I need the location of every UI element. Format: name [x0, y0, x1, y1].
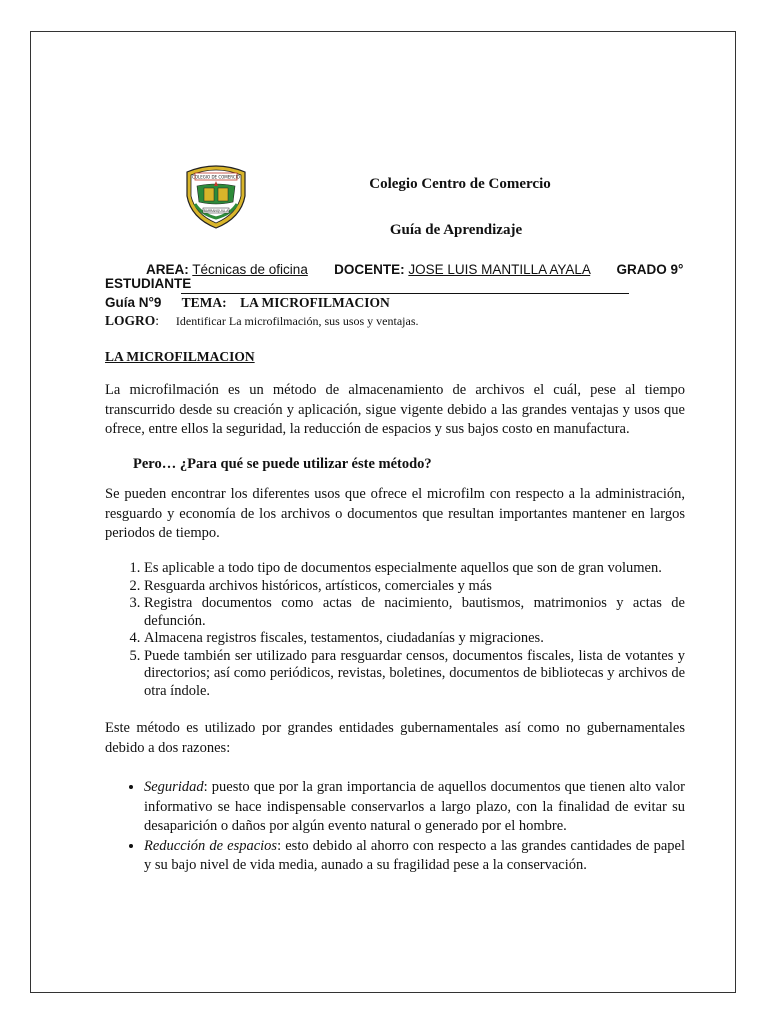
logro-value: Identificar La microfilmación, sus usos y ventajas.	[175, 314, 419, 328]
list-item: 1. Es aplicable a todo tipo de documentos especialmente aquellos que son de gran volumen.	[144, 560, 685, 578]
docente-value: JOSE LUIS MANTILLA AYALA	[408, 262, 591, 277]
student-name-line[interactable]	[181, 293, 629, 294]
reason-text: : puesto que por la gran importancia de aquellos documentos que tienen alto valor informativo se hace indispensable conservarlos a largo plazo, con la finalidad de evitar su desaparición o daños por algún evento natural o generado por el hombre.	[144, 779, 685, 834]
meta-row	[146, 262, 683, 277]
list-item: 3. Registra documentos como actas de nacimiento, bautismos, matrimonios y actas de defunción.	[144, 595, 685, 630]
uses-list	[105, 560, 685, 700]
area-value: Técnicas de oficina	[192, 262, 308, 277]
area-label: AREA:	[146, 262, 189, 277]
list-item: 4. Almacena registros fiscales, testamentos, ciudadanías y migraciones.	[144, 630, 685, 648]
list-item	[144, 778, 685, 837]
student-label: ESTUDIANTE	[105, 276, 192, 291]
reasons-list	[105, 778, 685, 876]
reasons-intro-paragraph: Este método es utilizado por grandes entidades gubernamentales así como no gubernamentales debido a dos razones:	[105, 720, 685, 756]
list-item	[144, 837, 685, 876]
tema-label: TEMA:	[181, 295, 227, 310]
question-heading: Pero… ¿Para qué se puede utilizar éste método?	[133, 456, 432, 472]
list-item: 2. Resguarda archivos históricos, artísticos, comerciales y más	[144, 578, 685, 596]
reason-text: : esto debido al ahorro con respecto a las grandes cantidades de papel y su bajo nivel de vida media, aunado a su fragilidad pese a la conservación.	[144, 837, 685, 873]
section-title: LA MICROFILMACION	[105, 349, 255, 364]
uses-intro-paragraph: Se pueden encontrar los diferentes usos que ofrece el microfilm con respecto a la administración, resguardo y economía de los archivos o documentos que resultan importantes mantener en largos periodos de tiempo.	[105, 486, 685, 541]
reason-term: Reducción de espacios	[144, 837, 278, 854]
school-crest-logo	[181, 162, 251, 230]
grado-label: GRADO 9°	[616, 262, 684, 277]
crest-bottom-text: BARRANQUILLA	[203, 209, 229, 213]
tema-value: LA MICROFILMACION	[240, 295, 390, 310]
crest-banner-text: COLEGIO DE COMERCIO	[192, 174, 240, 180]
reason-term: Seguridad	[144, 779, 204, 795]
intro-paragraph: La microfilmación es un método de almacenamiento de archivos el cuál, pese al tiempo transcurrido desde su creación y aplicación, sigue vigente debido a las grandes ventajas y usos que ofrece, entre ellos la seguridad, la reducción de espacios y sus bajos costo en manufactura.	[105, 382, 685, 437]
docente-label: DOCENTE:	[334, 262, 405, 277]
list-item: 5. Puede también ser utilizado para resguardar censos, documentos fiscales, lista de votantes y directorios; así como periódicos, revistas, boletines, documentos de bibliotecas y archivos de otra índole.	[144, 648, 685, 701]
logro-label: LOGRO	[105, 313, 156, 328]
school-name: Colegio Centro de Comercio	[369, 176, 551, 192]
guide-title: Guía de Aprendizaje	[389, 222, 523, 238]
logro-row: LOGRO: Identificar La microfilmación, sus usos y ventajas.	[105, 313, 419, 328]
guia-row	[105, 295, 390, 311]
guia-number: Guía N°9	[105, 295, 162, 310]
